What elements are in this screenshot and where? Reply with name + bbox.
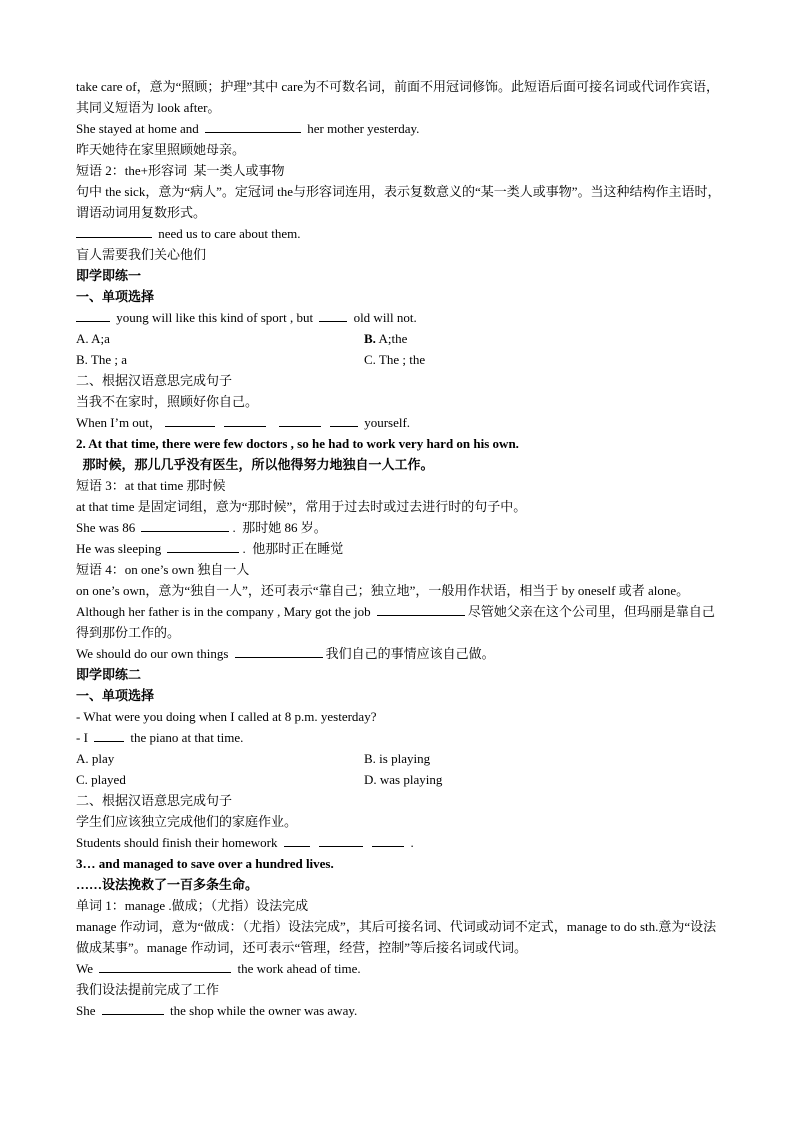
option-text: A;the — [375, 331, 408, 346]
answer-blank[interactable] — [279, 413, 321, 427]
paragraph: on one’s own，意为“独自一人”，还可表示“靠自己；独立地”，一般用作状语，相当于 by oneself 或者 alone。 — [76, 583, 690, 598]
text: She was 86 — [76, 520, 139, 535]
text: We should do our own things — [76, 646, 232, 661]
option-a[interactable]: A. play — [76, 751, 115, 766]
phrase-heading: 短语 2：the+形容词 某一类人或事物 — [76, 163, 285, 178]
text: the shop while the owner was away. — [166, 1003, 358, 1018]
text: We — [76, 961, 97, 976]
answer-blank[interactable] — [224, 413, 266, 427]
options-row — [76, 769, 726, 790]
example-sentence — [76, 958, 726, 979]
example-sentence — [76, 538, 726, 559]
option-d[interactable]: C. The ; the — [364, 352, 426, 367]
option-c[interactable]: B. The ; a — [76, 352, 128, 367]
text: Students should finish their homework — [76, 835, 281, 850]
answer-blank[interactable] — [76, 308, 110, 322]
paragraph: 句中 the sick，意为“病人”。定冠词 the与形容词连用，表示复数意义的“某一类人或事物”。当这种结构作主语时，谓语动词用复数形式。 — [76, 184, 721, 220]
options-row — [76, 748, 726, 769]
question — [76, 307, 726, 328]
exercise-heading: 二、根据汉语意思完成句子 — [76, 373, 233, 388]
option-c[interactable]: C. played — [76, 772, 126, 787]
text: need us to care about them. — [155, 226, 301, 241]
text: Although her father is in the company , Mary got the job — [76, 604, 374, 619]
example-sentence — [76, 118, 726, 139]
section-heading: 即学即练一 — [76, 268, 142, 283]
exercise-heading: 一、单项选择 — [76, 289, 155, 304]
translation: 昨天她待在家里照顾她母亲。 — [76, 142, 246, 157]
example-sentence — [76, 517, 726, 538]
paragraph: manage 作动词，意为“做成：（尤指）设法完成”，其后可接名词、代词或动词不定式，manage to do sth.意为“设法做成某事”。manage 作动词，还可表示“管理，经营，控制”等后接名词或代词。 — [76, 919, 717, 955]
text: yourself. — [360, 415, 411, 430]
answer-blank[interactable] — [330, 413, 358, 427]
answer-blank[interactable] — [76, 224, 152, 238]
phrase-heading: 短语 4：on one’s own 独自一人 — [76, 562, 250, 577]
phrase-heading: 短语 3：at that time 那时候 — [76, 478, 226, 493]
paragraph: at that time 是固定词组，意为“那时候”，常用于过去时或过去进行时的句子中。 — [76, 499, 527, 514]
option-b[interactable] — [364, 328, 407, 349]
document-page — [76, 76, 726, 1021]
text: She stayed at home and — [76, 121, 202, 136]
text: her mother yesterday. — [304, 121, 420, 136]
text: When I’m out， — [76, 415, 162, 430]
question — [76, 832, 726, 853]
text: old will not. — [350, 310, 417, 325]
example-sentence — [76, 643, 726, 664]
text: She — [76, 1003, 99, 1018]
translation: 学生们应该独立完成他们的家庭作业。 — [76, 814, 298, 829]
answer-blank[interactable] — [167, 539, 239, 553]
option-d[interactable]: D. was playing — [364, 772, 443, 787]
answer-blank[interactable] — [235, 644, 323, 658]
answer-blank[interactable] — [284, 833, 310, 847]
key-sentence-translation: ……设法挽救了一百多条生命。 — [76, 877, 259, 892]
example-sentence — [76, 1000, 726, 1021]
translation: 盲人需要我们关心他们 — [76, 247, 207, 262]
key-sentence-translation: 那时候，那儿几乎没有医生，所以他得努力地独自一人工作。 — [76, 457, 434, 472]
example-sentence — [76, 601, 726, 643]
text: 尽管她父亲在这个公司里，但玛丽是靠自己得到那份工作的。 — [76, 604, 715, 640]
text: the piano at that time. — [127, 730, 244, 745]
text: . 那时她 86 岁。 — [232, 520, 327, 535]
text: . 他那时正在睡觉 — [242, 541, 344, 556]
word-heading: 单词 1：manage .做成；（尤指）设法完成 — [76, 898, 309, 913]
text: . — [407, 835, 414, 850]
option-letter: B. — [364, 331, 376, 346]
option-b[interactable]: B. is playing — [364, 751, 431, 766]
exercise-heading: 二、根据汉语意思完成句子 — [76, 793, 233, 808]
text: 我们自己的事情应该自己做。 — [325, 646, 495, 661]
answer-blank[interactable] — [165, 413, 215, 427]
answer-blank[interactable] — [319, 833, 363, 847]
answer-blank[interactable] — [141, 518, 229, 532]
paragraph: take care of，意为“照顾；护理”其中 care为不可数名词，前面不用冠词修饰。此短语后面可接名词或代词作宾语，其同义短语为 look after。 — [76, 79, 720, 115]
exercise-heading: 一、单项选择 — [76, 688, 155, 703]
text: young will like this kind of sport , but — [113, 310, 317, 325]
key-sentence: 2. At that time, there were few doctors , so he had to work very hard on his own. — [76, 436, 519, 451]
translation: 当我不在家时，照顾好你自己。 — [76, 394, 259, 409]
question — [76, 727, 726, 748]
text: - I — [76, 730, 92, 745]
answer-blank[interactable] — [205, 119, 301, 133]
answer-blank[interactable] — [377, 602, 465, 616]
question: - What were you doing when I called at 8 p.m. yesterday? — [76, 709, 377, 724]
translation: 我们设法提前完成了工作 — [76, 982, 220, 997]
key-sentence: 3… and managed to save over a hundred lives. — [76, 856, 334, 871]
answer-blank[interactable] — [99, 959, 231, 973]
answer-blank[interactable] — [94, 728, 124, 742]
answer-blank[interactable] — [372, 833, 404, 847]
answer-blank[interactable] — [102, 1001, 164, 1015]
section-heading: 即学即练二 — [76, 667, 142, 682]
text: the work ahead of time. — [234, 961, 361, 976]
text: He was sleeping — [76, 541, 165, 556]
question — [76, 412, 726, 433]
options-row — [76, 349, 726, 370]
example-sentence — [76, 223, 726, 244]
answer-blank[interactable] — [319, 308, 347, 322]
options-row — [76, 328, 726, 349]
option-a[interactable]: A. A;a — [76, 331, 110, 346]
